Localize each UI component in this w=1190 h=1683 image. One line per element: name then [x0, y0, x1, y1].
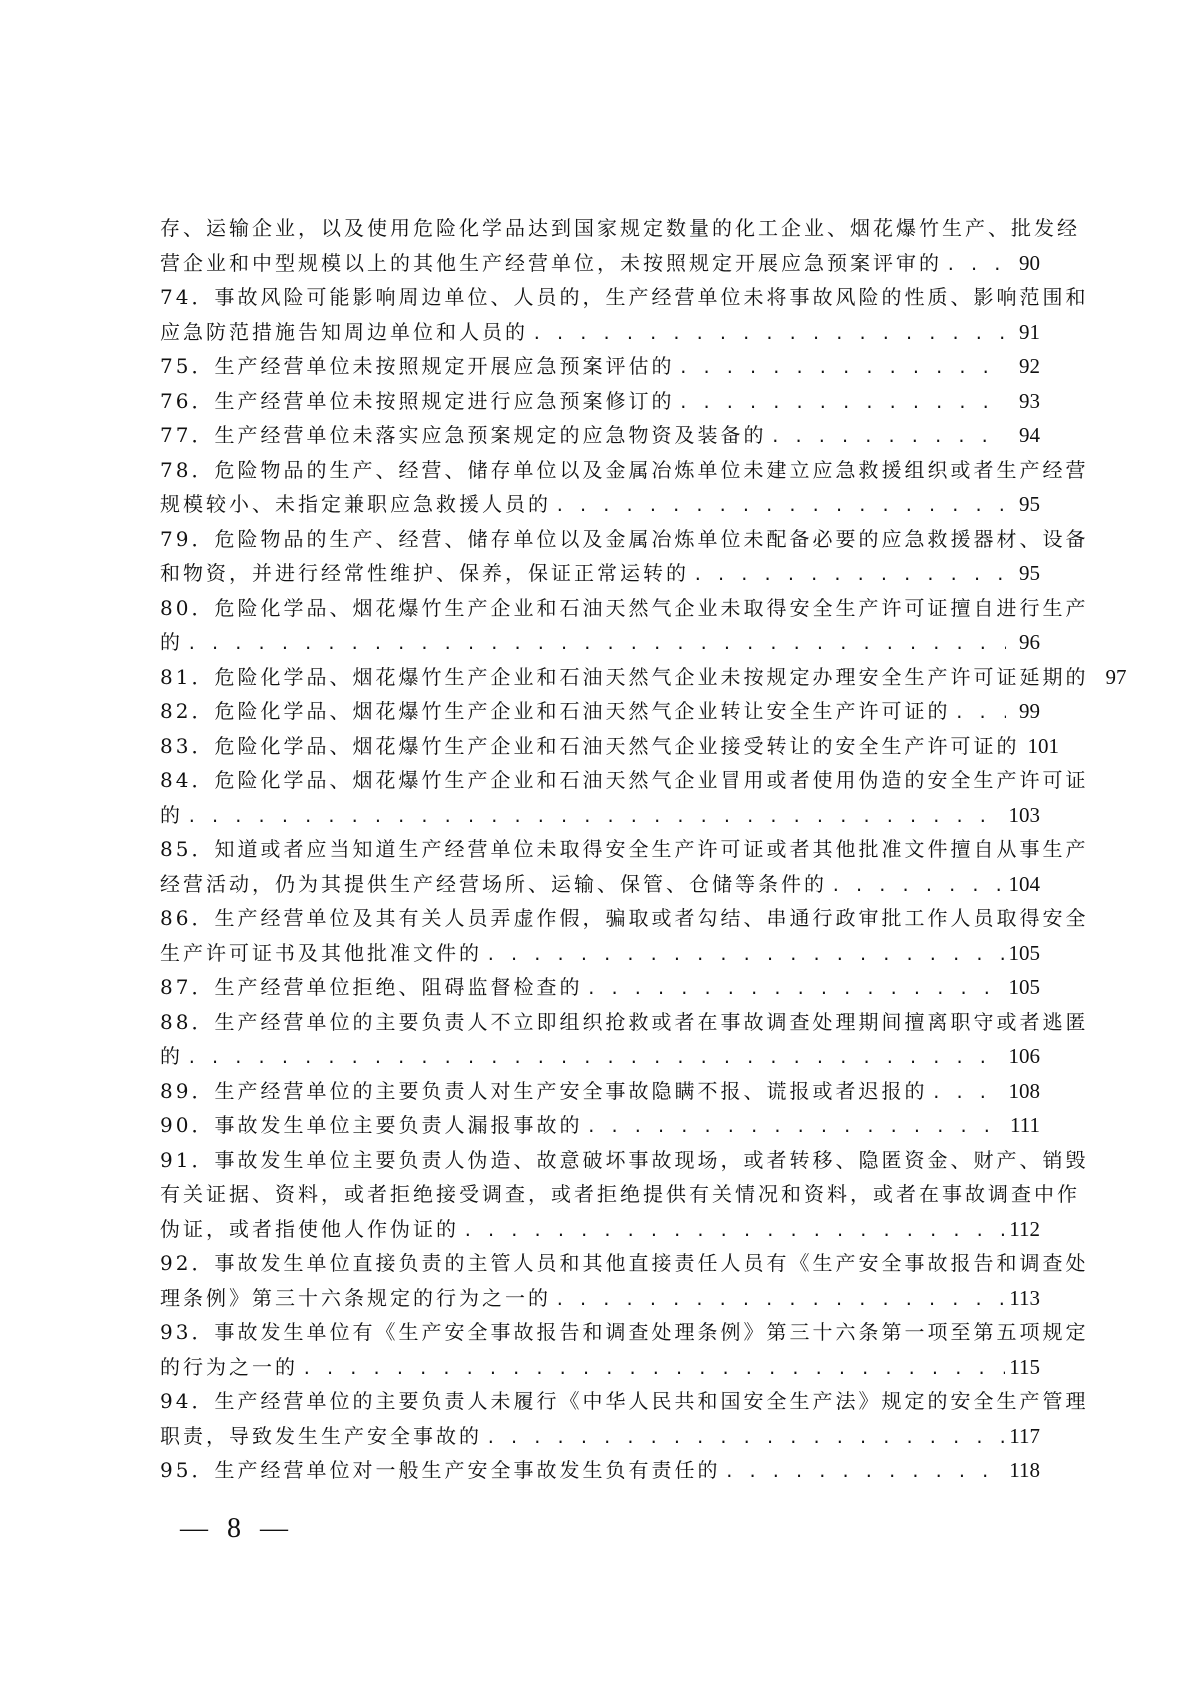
toc-entry-text: 81．危险化学品、烟花爆竹生产企业和石油天然气企业未按规定办理安全生产许可证延期的 [160, 664, 1089, 689]
toc-entry-text: 89．生产经营单位的主要负责人对生产安全事故隐瞒不报、谎报或者迟报的 [160, 1078, 928, 1103]
toc-line [160, 832, 1089, 867]
toc-line [160, 1281, 1040, 1316]
toc-entry-text: 77．生产经营单位未落实应急预案规定的应急物资及装备的 [160, 423, 767, 447]
toc-entry-text: 95．生产经营单位对一般生产安全事故发生负有责任的 [160, 1458, 721, 1482]
toc-leader-dots [187, 800, 1005, 835]
toc-leader-dots [586, 1110, 1006, 1145]
toc-entry[interactable] [160, 1005, 1089, 1074]
toc-entry-text: 80．危险化学品、烟花爆竹生产企业和石油天然气企业未取得安全生产许可证擅自进行生产 [160, 595, 1089, 620]
toc-line [160, 1039, 1040, 1074]
toc-entry-text: 86．生产经营单位及其有关人员弄虚作假，骗取或者勾结、串通行政审批工作人员取得安全 [160, 906, 1089, 930]
toc-entry-text: 93．事故发生单位有《生产安全事故报告和调查处理条例》第三十六条第一项至第五项规定 [160, 1320, 1089, 1344]
toc-page-number: 92 [1019, 354, 1040, 378]
toc-page-number: 90 [1019, 250, 1040, 275]
toc-entry[interactable] [160, 1074, 1040, 1109]
toc-leader-dots [678, 386, 1006, 421]
toc-leader-dots [187, 1041, 1005, 1076]
toc-page-number: 93 [1019, 388, 1040, 413]
toc-page-number: 101 [1027, 733, 1059, 758]
toc-leader-dots [946, 248, 1006, 283]
toc-entry-text: 营企业和中型规模以上的其他生产经营单位，未按照规定开展应急预案评审的 [160, 250, 942, 275]
toc-entry-text: 的 [160, 630, 183, 654]
toc-line [160, 1350, 1040, 1385]
toc-leader-dots [486, 938, 1005, 973]
toc-entry[interactable] [160, 418, 1040, 453]
toc-entry-text: 规模较小、未指定兼职应急救援人员的 [160, 492, 551, 516]
toc-leader-dots [693, 558, 1006, 593]
toc-entry-text: 存、运输企业，以及使用危险化学品达到国家规定数量的化工企业、烟花爆竹生产、批发经 [160, 216, 1080, 240]
toc-line [160, 1212, 1040, 1247]
toc-leader-dots [532, 317, 1006, 352]
toc-line [160, 211, 1080, 246]
toc-leader-dots [302, 1352, 1005, 1387]
toc-page-number: 113 [1009, 1285, 1040, 1310]
toc-page-number: 105 [1008, 940, 1040, 965]
toc-line [160, 487, 1040, 522]
toc-line [160, 694, 1040, 729]
toc-entry-text: 的 [160, 1044, 183, 1068]
toc-entry-text: 生产许可证书及其他批准文件的 [160, 940, 482, 965]
toc-entry-text: 76．生产经营单位未按照规定进行应急预案修订的 [160, 388, 675, 413]
toc-entry[interactable] [160, 1384, 1089, 1453]
toc-page-number: 91 [1019, 319, 1040, 344]
toc-leader-dots [555, 489, 1006, 524]
toc-page-number: 108 [1008, 1078, 1040, 1103]
toc-entry[interactable] [160, 522, 1089, 591]
toc-leader-dots [678, 351, 1006, 386]
toc-entry-text: 经营活动，仍为其提供生产经营场所、运输、保管、仓储等条件的 [160, 871, 827, 896]
toc-entry[interactable] [160, 1315, 1089, 1384]
toc-line [160, 384, 1040, 419]
toc-entry[interactable] [160, 591, 1089, 660]
toc-leader-dots [586, 972, 1004, 1007]
toc-line [160, 763, 1089, 798]
toc-leader-dots [770, 420, 1006, 455]
toc-entry-text: 理条例》第三十六条规定的行为之一的 [160, 1285, 551, 1310]
toc-entry[interactable] [160, 280, 1089, 349]
toc-page-number: 95 [1019, 561, 1040, 585]
toc-line [160, 1005, 1089, 1040]
toc-entry[interactable] [160, 763, 1089, 832]
toc-page-number: 104 [1008, 871, 1040, 896]
toc-entry[interactable] [160, 211, 1080, 280]
toc-line [160, 729, 1059, 764]
toc-line [160, 660, 1127, 695]
toc-entry-text: 85．知道或者应当知道生产经营单位未取得安全生产许可证或者其他批准文件擅自从事生产 [160, 837, 1089, 861]
toc-leader-dots [555, 1283, 1005, 1318]
toc-entry[interactable] [160, 729, 1059, 764]
toc-line [160, 625, 1040, 660]
toc-entry[interactable] [160, 832, 1089, 901]
toc-page-number: 106 [1008, 1044, 1040, 1068]
toc-leader-dots [931, 1076, 1004, 1111]
toc-page-number: 112 [1009, 1216, 1040, 1241]
toc-line [160, 246, 1040, 281]
toc-entry-text: 有关证据、资料，或者拒绝接受调查，或者拒绝提供有关情况和资料，或者在事故调查中作 [160, 1182, 1080, 1206]
toc-line [160, 901, 1089, 936]
toc-entry[interactable] [160, 384, 1040, 419]
toc-line [160, 1108, 1040, 1143]
toc-entry[interactable] [160, 1453, 1040, 1488]
toc-line [160, 970, 1040, 1005]
toc-line [160, 522, 1089, 557]
toc-line [160, 349, 1040, 384]
toc-entry-text: 职责，导致发生生产安全事故的 [160, 1423, 482, 1448]
toc-entry-text: 84．危险化学品、烟花爆竹生产企业和石油天然气企业冒用或者使用伪造的安全生产许可证 [160, 768, 1089, 792]
toc-line [160, 1074, 1040, 1109]
toc-line [160, 1246, 1089, 1281]
toc-line [160, 315, 1040, 350]
toc-page-number: 96 [1019, 630, 1040, 654]
toc-entry[interactable] [160, 1246, 1089, 1315]
toc-line [160, 798, 1040, 833]
toc-entry[interactable] [160, 694, 1040, 729]
toc-page-number: 95 [1019, 492, 1040, 516]
toc-entry-text: 74．事故风险可能影响周边单位、人员的，生产经营单位未将事故风险的性质、影响范围和 [160, 285, 1089, 309]
toc-leader-dots [463, 1214, 1005, 1249]
toc-entry-text: 90．事故发生单位主要负责人漏报事故的 [160, 1113, 583, 1137]
toc-page-number: 115 [1009, 1354, 1040, 1379]
toc-page-number: 105 [1008, 975, 1040, 999]
toc-leader-dots [831, 869, 1005, 904]
toc-leader-dots [724, 1455, 1005, 1490]
toc-page-number: 118 [1009, 1458, 1040, 1482]
toc-entry-text: 92．事故发生单位直接负责的主管人员和其他直接责任人员有《生产安全事故报告和调查处 [160, 1251, 1089, 1275]
toc-page-number: 111 [1010, 1113, 1040, 1137]
toc-leader-dots [187, 627, 1006, 662]
toc-entry-text: 75．生产经营单位未按照规定开展应急预案评估的 [160, 354, 675, 378]
toc-entry[interactable] [160, 660, 1127, 695]
toc-entry-text: 88．生产经营单位的主要负责人不立即组织抢救或者在事故调查处理期间擅离职守或者逃匿 [160, 1009, 1089, 1034]
toc-entry-text: 的行为之一的 [160, 1354, 298, 1379]
toc-entry-text: 的 [160, 802, 183, 827]
toc-entry-text: 79．危险物品的生产、经营、储存单位以及金属冶炼单位未配备必要的应急救援器材、设备 [160, 526, 1089, 551]
toc-line [160, 1419, 1040, 1454]
toc-line [160, 1143, 1089, 1178]
toc-line [160, 1453, 1040, 1488]
toc-page-number: 117 [1009, 1423, 1040, 1448]
toc-line [160, 1384, 1089, 1419]
toc-entry[interactable] [160, 349, 1040, 384]
toc-entry-text: 78．危险物品的生产、经营、储存单位以及金属冶炼单位未建立应急救援组织或者生产经营 [160, 457, 1089, 482]
toc-line [160, 1315, 1089, 1350]
toc-entry-text: 伪证，或者指使他人作伪证的 [160, 1216, 459, 1241]
toc-entry-text: 和物资，并进行经常性维护、保养，保证正常运转的 [160, 561, 689, 585]
toc-entry[interactable] [160, 970, 1040, 1005]
toc-line [160, 453, 1089, 488]
toc-line [160, 867, 1040, 902]
toc-line [160, 936, 1040, 971]
toc-entry[interactable] [160, 1108, 1040, 1143]
toc-page-number: 103 [1008, 802, 1040, 827]
toc-entry-text: 94．生产经营单位的主要负责人未履行《中华人民共和国安全生产法》规定的安全生产管理 [160, 1389, 1089, 1413]
toc-entry-text: 应急防范措施告知周边单位和人员的 [160, 319, 528, 344]
toc-page-number: 97 [1105, 664, 1127, 689]
toc-line [160, 1177, 1080, 1212]
toc-entry-text: 87．生产经营单位拒绝、阻碍监督检查的 [160, 975, 583, 999]
page-number: — 8 — [180, 1513, 294, 1544]
toc-leader-dots [486, 1421, 1005, 1456]
toc-page-number: 94 [1019, 423, 1040, 447]
toc-entry[interactable] [160, 453, 1089, 522]
toc-entry-text: 83．危险化学品、烟花爆竹生产企业和石油天然气企业接受转让的安全生产许可证的 [160, 733, 1020, 758]
toc-line [160, 280, 1089, 315]
toc-entry[interactable] [160, 1143, 1089, 1247]
toc-entry-text: 82．危险化学品、烟花爆竹生产企业和石油天然气企业转让安全生产许可证的 [160, 699, 951, 723]
toc-line [160, 556, 1040, 591]
toc-page-number: 99 [1019, 699, 1040, 723]
toc-leader-dots [954, 696, 1006, 731]
toc-entry-text: 91．事故发生单位主要负责人伪造、故意破坏事故现场，或者转移、隐匿资金、财产、销毁 [160, 1147, 1089, 1172]
toc-line [160, 591, 1089, 626]
toc-entry[interactable] [160, 901, 1089, 970]
toc-line [160, 418, 1040, 453]
table-of-contents [160, 211, 1127, 1488]
